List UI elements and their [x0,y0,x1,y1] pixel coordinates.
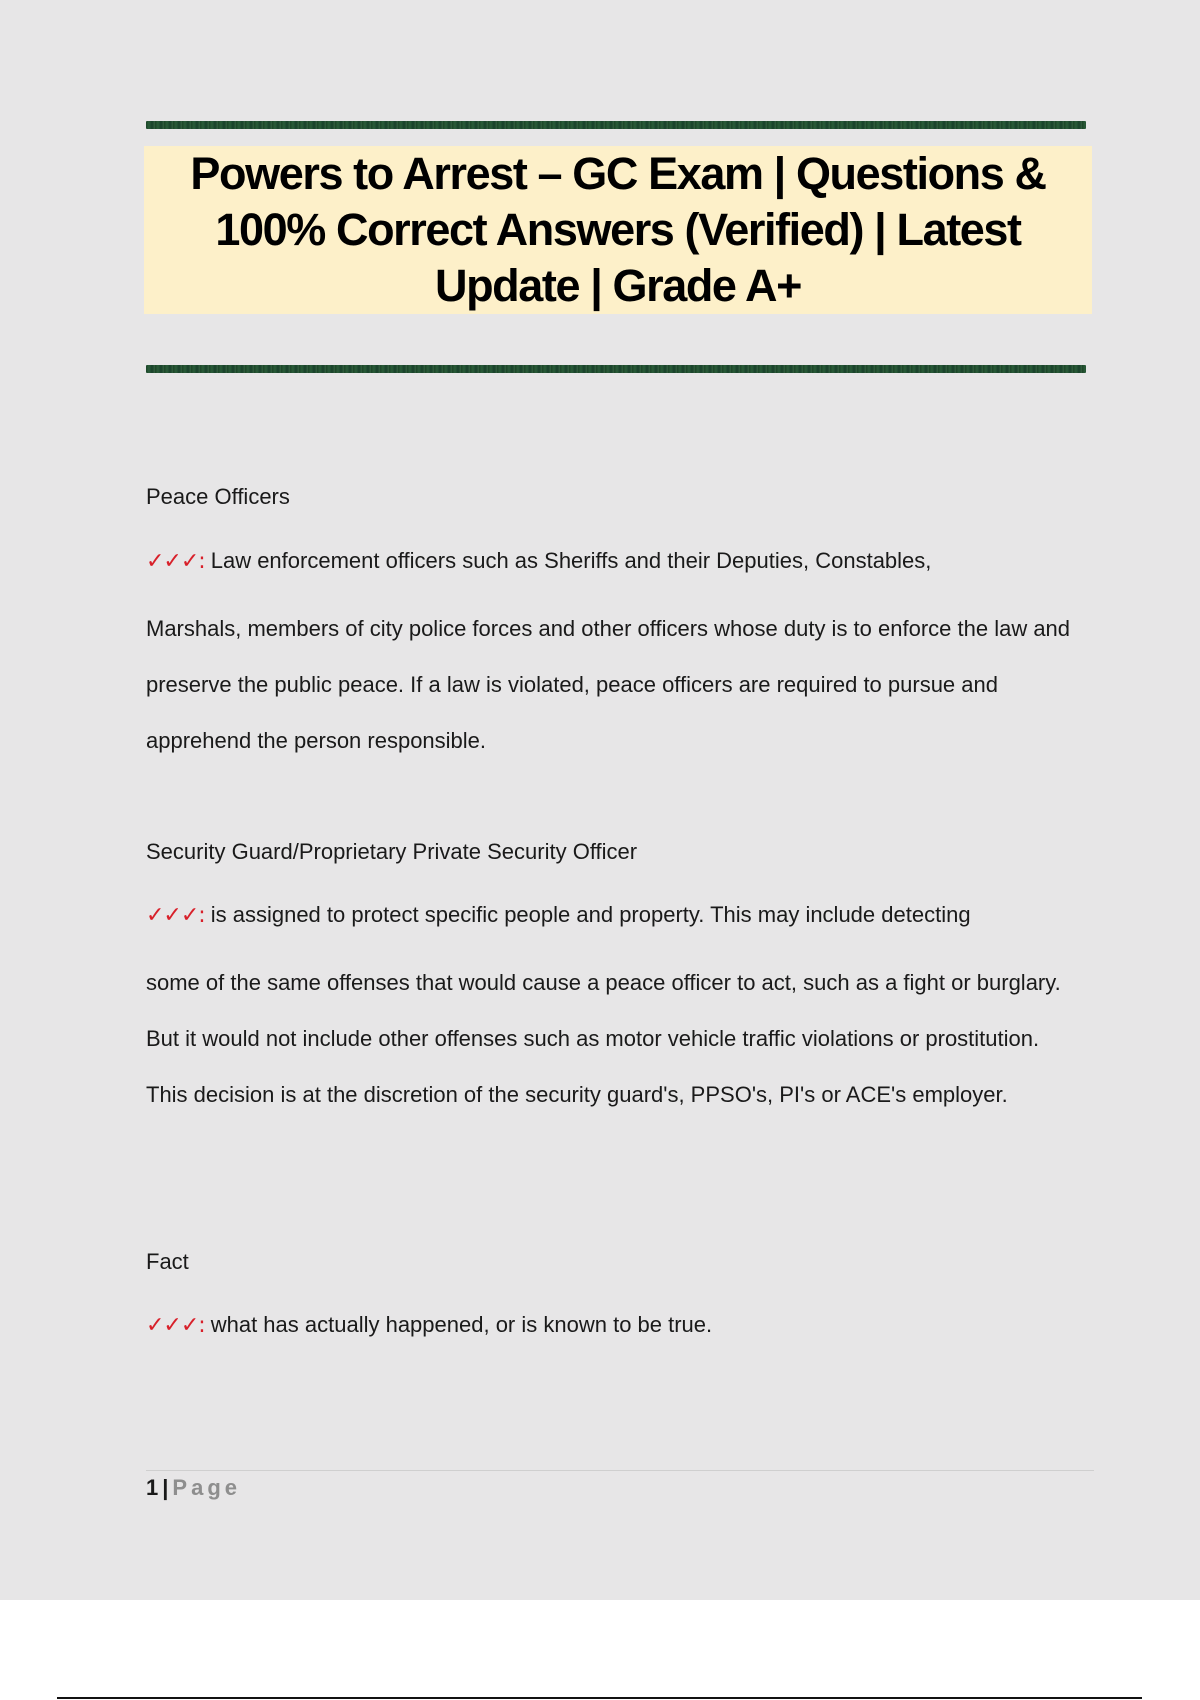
term-peace-officers: Peace Officers [146,484,290,509]
header-top-rule [146,121,1086,129]
answer-first-text: is assigned to protect specific people and property. This may include detecting [210,902,971,927]
answer-first-line [146,901,1086,930]
term-fact: Fact [146,1249,189,1274]
page-label: Page [172,1475,241,1500]
answer-fact [146,1311,1086,1340]
answer-peace-officers [146,547,1086,769]
document-title: Powers to Arrest – GC Exam | Questions & 100% Correct Answers (Verified) | Latest Update | Grade A+ [190,148,1046,311]
page-footer [146,1474,241,1502]
answer-first-text: what has actually happened, or is known to be true. [210,1312,713,1337]
answer-first-line [146,547,1086,576]
answer-continuation: some of the same offenses that would cause a peace officer to act, such as a fight or burglary. But it would not include other offenses such as motor vehicle traffic violations or prostitution. This decision is at the discretion of the security guard's, PPSO's, PI's or ACE's employer. [146,970,1061,1107]
answer-continuation: Marshals, members of city police forces and other officers whose duty is to enforce the law and preserve the public peace. If a law is violated, peace officers are required to pursue and apprehend the person responsible. [146,616,1071,753]
page-number: 1 [146,1475,159,1500]
check-mark-icon: ✓✓✓: [146,903,205,928]
title-banner [144,146,1092,314]
check-mark-icon: ✓✓✓: [146,1313,205,1338]
header-bottom-rule [146,365,1086,373]
footer-divider [146,1470,1094,1471]
answer-security-guard [146,901,1086,1123]
page-separator: | [162,1475,169,1500]
answer-first-text: Law enforcement officers such as Sheriffs and their Deputies, Constables, [210,548,932,573]
viewer-bottom-divider [57,1697,1142,1699]
answer-first-line [146,1311,1086,1340]
term-security-guard: Security Guard/Proprietary Private Security Officer [146,839,638,864]
check-mark-icon: ✓✓✓: [146,549,205,574]
